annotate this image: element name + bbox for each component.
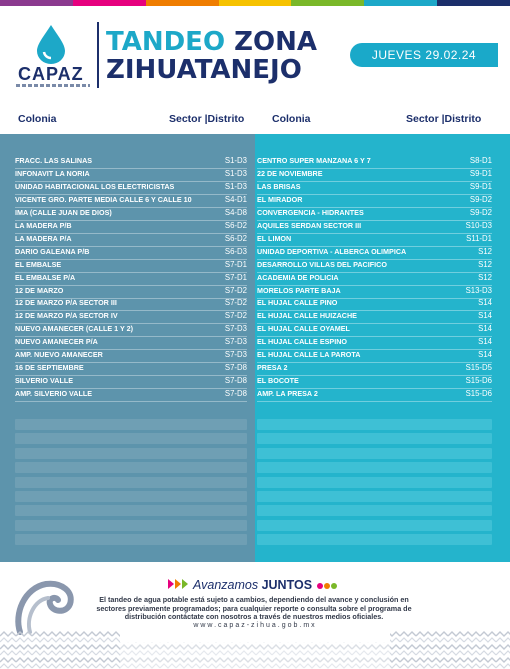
sector-district-code: S7-D3 xyxy=(224,337,247,347)
schedule-row xyxy=(257,362,492,374)
slogan xyxy=(168,578,337,592)
colonia-name: UNIDAD HABITACIONAL LOS ELECTRICISTAS xyxy=(15,181,175,191)
colonia-name: DESARROLLO VILLAS DEL PACIFICO xyxy=(257,259,387,269)
colonia-name: EL HUJAL CALLE PINO xyxy=(257,298,338,308)
schedule-row xyxy=(15,168,247,180)
top-bar-segment xyxy=(291,0,364,6)
empty-row xyxy=(257,448,492,459)
empty-row xyxy=(257,419,492,430)
sector-district-code: S4-D1 xyxy=(224,194,247,204)
schedule-row xyxy=(257,168,492,180)
empty-row xyxy=(257,433,492,444)
empty-row xyxy=(15,419,247,430)
top-bar-segment xyxy=(146,0,219,6)
empty-row xyxy=(257,491,492,502)
schedule-row xyxy=(257,272,492,284)
schedule-row xyxy=(15,194,247,206)
schedule-row xyxy=(257,233,492,245)
schedule-row xyxy=(15,349,247,361)
colonia-name: EL LIMON xyxy=(257,233,292,243)
sector-district-code: S7-D2 xyxy=(224,311,247,321)
row-divider xyxy=(257,401,492,402)
colonia-name: ACADEMIA DE POLICIA xyxy=(257,272,339,282)
empty-row xyxy=(257,520,492,531)
schedule-row xyxy=(15,285,247,297)
empty-row xyxy=(257,534,492,545)
page-title xyxy=(106,28,317,84)
sector-district-code: S15-D6 xyxy=(465,376,492,386)
colonia-name: FRACC. LAS SALINAS xyxy=(15,156,93,165)
colonia-name: 22 DE NOVIEMBRE xyxy=(257,168,323,178)
sector-district-code: S12 xyxy=(478,272,492,282)
colonia-name: 12 DE MARZO xyxy=(15,285,64,295)
schedule-row xyxy=(15,375,247,387)
empty-row xyxy=(15,477,247,488)
sector-district-code: S9-D2 xyxy=(469,207,492,217)
empty-row xyxy=(15,491,247,502)
colonia-name: EL HUJAL CALLE OYAMEL xyxy=(257,324,350,334)
schedule-row xyxy=(257,194,492,206)
schedule-row xyxy=(15,207,247,219)
colonia-name: SILVERIO VALLE xyxy=(15,376,74,386)
colonia-name: EL HUJAL CALLE LA PAROTA xyxy=(257,350,361,360)
schedule-row xyxy=(257,246,492,258)
sector-district-code: S9-D1 xyxy=(469,168,492,178)
colonia-name: DARIO GALEANA P/B xyxy=(15,246,90,256)
colonia-name: CENTRO SUPER MANZANA 6 Y 7 xyxy=(257,156,371,165)
empty-row xyxy=(15,505,247,516)
colonia-name: EL EMBALSE P/A xyxy=(15,272,76,282)
schedule-row xyxy=(257,310,492,322)
colonia-name: MORELOS PARTE BAJA xyxy=(257,285,341,295)
colonia-name: EL HUJAL CALLE HUIZACHE xyxy=(257,311,357,321)
colonia-name: INFONAVIT LA NORIA xyxy=(15,168,90,178)
empty-row xyxy=(15,448,247,459)
sector-district-code: S15-D6 xyxy=(465,389,492,399)
slogan-avanzamos: Avanzamos xyxy=(193,578,259,592)
sector-district-code: S9-D2 xyxy=(469,194,492,204)
schedule-row xyxy=(257,375,492,387)
sector-district-code: S14 xyxy=(478,337,492,347)
schedule-row xyxy=(15,181,247,193)
schedule-row xyxy=(15,362,247,374)
colonia-name: EL HUJAL CALLE ESPINO xyxy=(257,337,347,347)
sector-district-code: S11-D1 xyxy=(466,233,492,243)
left-schedule-panel xyxy=(0,134,255,562)
sector-district-code: S14 xyxy=(478,350,492,360)
empty-row xyxy=(15,462,247,473)
colonia-name: 16 DE SEPTIEMBRE xyxy=(15,363,84,373)
colonia-name: EL BOCOTE xyxy=(257,376,299,386)
top-bar-segment xyxy=(73,0,146,6)
colonia-name: VICENTE GRO. PARTE MEDIA CALLE 6 Y CALLE 10 xyxy=(15,194,192,204)
sector-district-code: S7-D2 xyxy=(224,285,247,295)
right-sector-header: Sector |Distrito xyxy=(406,113,482,125)
schedule-row xyxy=(257,285,492,297)
colonia-name: LA MADERA P/B xyxy=(15,220,72,230)
dot-icon xyxy=(324,583,330,589)
wave-icon xyxy=(12,574,82,638)
empty-row xyxy=(15,534,247,545)
colonia-name: LA MADERA P/A xyxy=(15,233,72,243)
colonia-name: AMP. SILVERIO VALLE xyxy=(15,389,93,399)
empty-row xyxy=(15,520,247,531)
colonia-name: NUEVO AMANECER (CALLE 1 Y 2) xyxy=(15,324,134,334)
water-drop-icon xyxy=(34,24,68,64)
dot-icon xyxy=(317,583,323,589)
sector-district-code: S8-D1 xyxy=(469,156,492,165)
schedule-row xyxy=(257,323,492,335)
sector-district-code: S6-D2 xyxy=(224,233,247,243)
colonia-name: LAS BRISAS xyxy=(257,181,301,191)
slogan-juntos: JUNTOS xyxy=(261,578,313,592)
sector-district-code: S13-D3 xyxy=(465,285,492,295)
sector-district-code: S7-D1 xyxy=(224,272,247,282)
slogan-arrows-icon xyxy=(168,578,189,592)
colonia-name: 12 DE MARZO P/A SECTOR IV xyxy=(15,311,118,321)
empty-row xyxy=(257,505,492,516)
capaz-logo xyxy=(14,24,90,90)
right-colonia-header: Colonia xyxy=(272,113,311,125)
sector-district-code: S7-D8 xyxy=(224,363,247,373)
schedule-row xyxy=(257,207,492,219)
schedule-row xyxy=(257,349,492,361)
schedule-row xyxy=(257,259,492,271)
logo-text: CAPAZ xyxy=(18,64,84,84)
top-color-bar xyxy=(0,0,510,6)
colonia-name: AMP. NUEVO AMANECER xyxy=(15,350,103,360)
colonia-name: AQUILES SERDAN SECTOR III xyxy=(257,220,362,230)
schedule-row xyxy=(15,388,247,400)
sector-district-code: S12 xyxy=(478,246,492,256)
top-bar-segment xyxy=(437,0,510,6)
schedule-row xyxy=(15,297,247,309)
empty-row xyxy=(257,462,492,473)
schedule-row xyxy=(257,336,492,348)
empty-row xyxy=(15,433,247,444)
schedule-row xyxy=(15,336,247,348)
sector-district-code: S7-D1 xyxy=(224,259,247,269)
empty-row xyxy=(257,477,492,488)
schedule-row xyxy=(15,323,247,335)
schedule-row xyxy=(257,220,492,232)
sector-district-code: S7-D8 xyxy=(224,376,247,386)
date-badge: JUEVES 29.02.24 xyxy=(350,43,498,67)
schedule-row xyxy=(15,259,247,271)
schedule-row xyxy=(15,220,247,232)
schedule-row xyxy=(15,233,247,245)
colonia-name: EL MIRADOR xyxy=(257,194,303,204)
schedule-row xyxy=(257,181,492,193)
schedule-row xyxy=(257,155,492,167)
top-bar-segment xyxy=(0,0,73,6)
title-word-2: ZONA xyxy=(234,27,317,57)
sector-district-code: S6-D3 xyxy=(224,246,247,256)
colonia-name: 12 DE MARZO P/A SECTOR III xyxy=(15,298,117,308)
arrow-icon xyxy=(182,579,188,589)
arrow-icon xyxy=(175,579,181,589)
title-word-1: TANDEO xyxy=(106,27,226,57)
sector-district-code: S6-D2 xyxy=(224,220,247,230)
sector-district-code: S14 xyxy=(478,311,492,321)
schedule-row xyxy=(257,297,492,309)
left-colonia-header: Colonia xyxy=(18,113,57,125)
schedule-row xyxy=(15,155,247,167)
sector-district-code: S1-D3 xyxy=(224,156,247,165)
arrow-icon xyxy=(168,579,174,589)
disclaimer-text: El tandeo de agua potable está sujeto a cambios, dependiendo del avance y conclusión en sectores previamente programados; para cualquier reporte o consulta sobre el programa de distribución contáctate con nosotros a través de nuestros medios oficiales. xyxy=(96,595,412,621)
schedule-row xyxy=(257,388,492,400)
header-divider xyxy=(97,22,99,88)
slogan-dots-icon xyxy=(316,578,337,592)
colonia-name: EL EMBALSE xyxy=(15,259,62,269)
colonia-name: AMP. LA PRESA 2 xyxy=(257,389,318,399)
sector-district-code: S9-D1 xyxy=(469,181,492,191)
sector-district-code: S1-D3 xyxy=(224,168,247,178)
sector-district-code: S10-D3 xyxy=(465,220,492,230)
sector-district-code: S7-D2 xyxy=(224,298,247,308)
dot-icon xyxy=(331,583,337,589)
sector-district-code: S7-D3 xyxy=(224,350,247,360)
decorative-pattern xyxy=(0,630,510,669)
sector-district-code: S14 xyxy=(478,324,492,334)
website-link[interactable]: www.capaz-zihua.gob.mx xyxy=(193,622,317,629)
sector-district-code: S1-D3 xyxy=(224,181,247,191)
top-bar-segment xyxy=(364,0,437,6)
colonia-name: UNIDAD DEPORTIVA - ALBERCA OLIMPICA xyxy=(257,246,407,256)
colonia-name: PRESA 2 xyxy=(257,363,288,373)
colonia-name: IMA (CALLE JUAN DE DIOS) xyxy=(15,207,112,217)
colonia-name: CONVERGENCIA - HIDRANTES xyxy=(257,207,364,217)
colonia-name: NUEVO AMANECER P/A xyxy=(15,337,98,347)
title-word-3: ZIHUATANEJO xyxy=(106,55,302,85)
sector-district-code: S14 xyxy=(478,298,492,308)
top-bar-segment xyxy=(219,0,292,6)
logo-subtitle-line xyxy=(16,84,90,87)
sector-district-code: S7-D3 xyxy=(224,324,247,334)
sector-district-code: S12 xyxy=(478,259,492,269)
schedule-row xyxy=(15,272,247,284)
schedule-row xyxy=(15,310,247,322)
row-divider xyxy=(15,401,247,402)
left-sector-header: Sector |Distrito xyxy=(169,113,245,125)
schedule-row xyxy=(15,246,247,258)
right-schedule-panel xyxy=(255,134,510,562)
sector-district-code: S7-D8 xyxy=(224,389,247,399)
sector-district-code: S15-D5 xyxy=(465,363,492,373)
sector-district-code: S4-D8 xyxy=(224,207,247,217)
